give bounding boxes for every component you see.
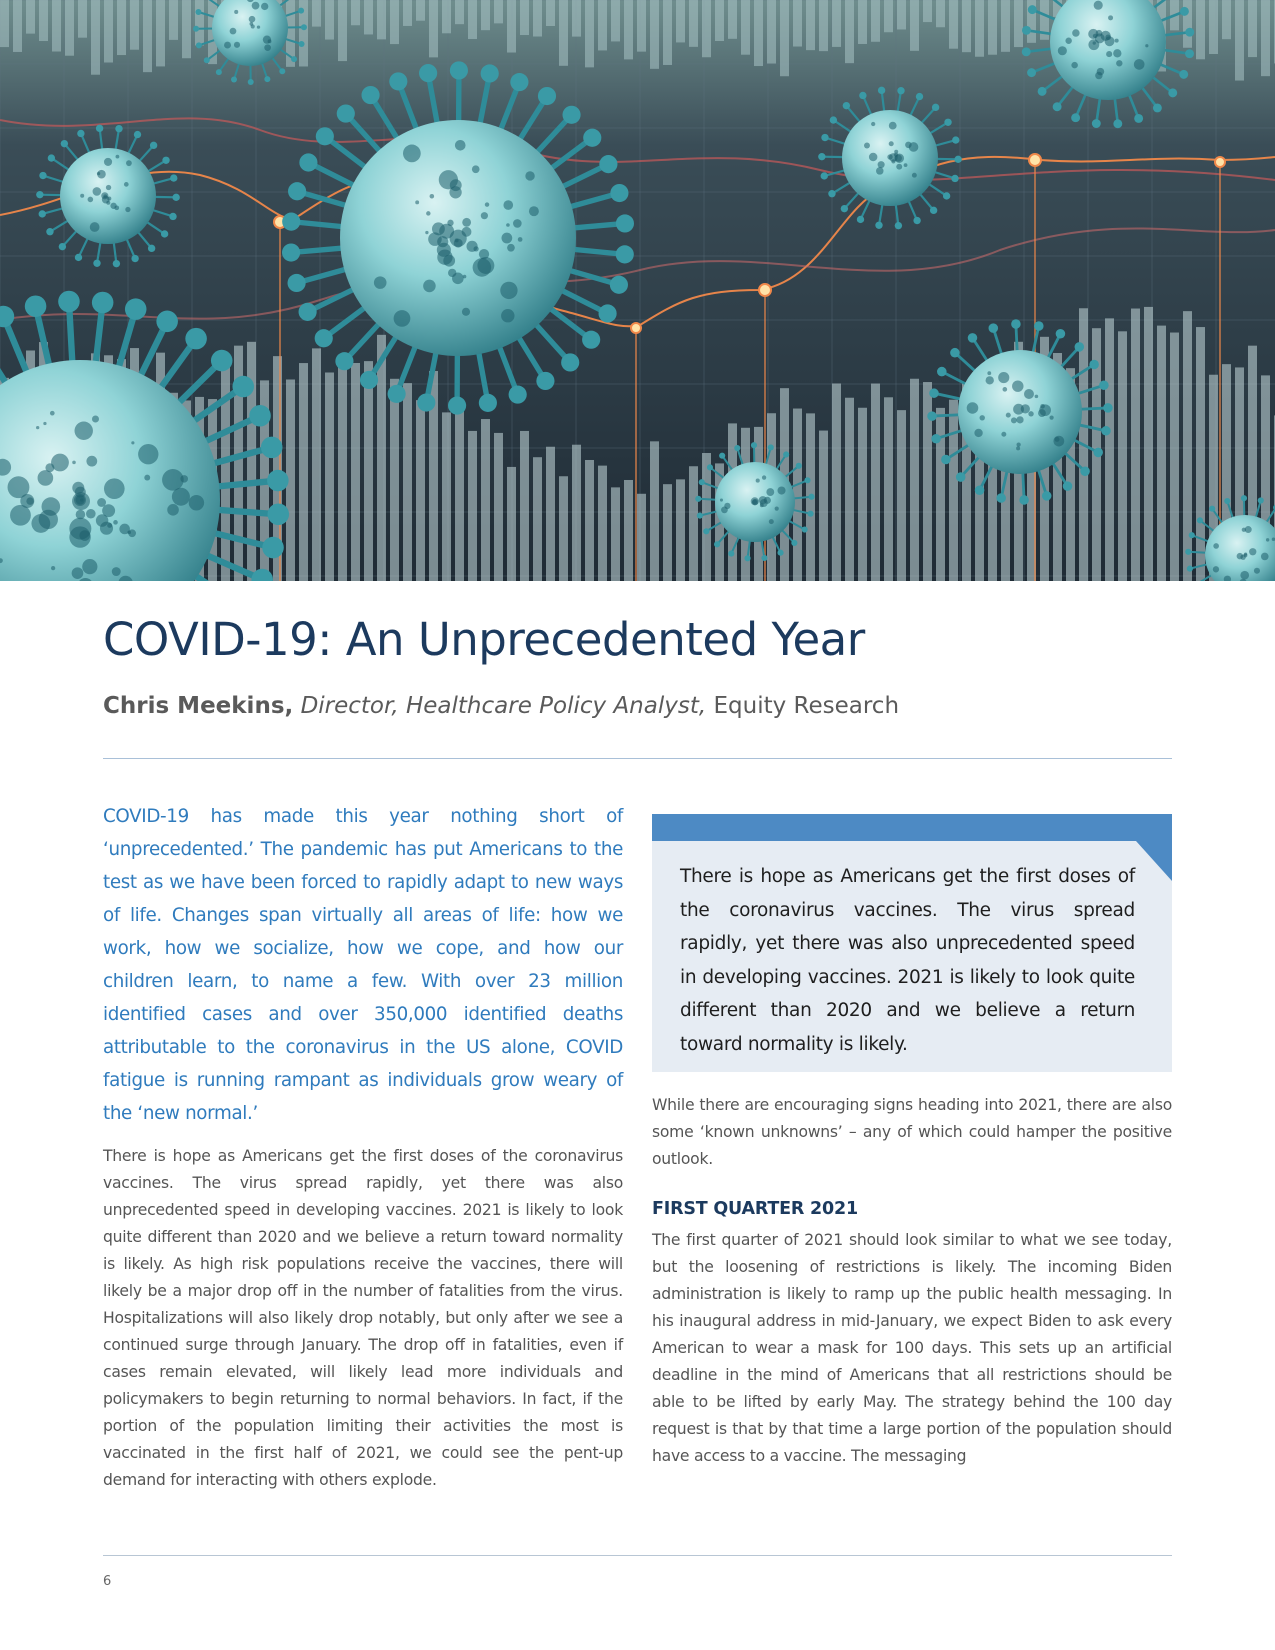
pull-quote-text: There is hope as Americans get the first doses of the coronavirus vaccines. The virus spread rapidly, yet there was also unprecedented speed in developing vaccines. 2021 is likely to look quite different than 2020 and we believe a return toward normality is likely. (680, 866, 1135, 1055)
pull-quote-corner (1136, 841, 1172, 881)
body-paragraph: While there are encouraging signs heading into 2021, there are also some ‘known unknowns’ – any of which could hamper the positive outlook. (652, 1096, 1172, 1168)
page-number: 6 (103, 1574, 112, 1589)
left-column (103, 800, 623, 1494)
coronavirus-chart-illustration (0, 0, 1275, 581)
pull-quote-accent-bar (652, 814, 1172, 841)
footer-divider (103, 1555, 1172, 1556)
right-column (652, 1092, 1172, 1470)
author-byline (103, 690, 899, 722)
author-role: Director, Healthcare Policy Analyst, (300, 693, 707, 719)
author-name: Chris Meekins, (103, 693, 294, 719)
hero-image (0, 0, 1275, 581)
header-divider (103, 758, 1172, 759)
lead-paragraph: COVID-19 has made this year nothing short of ‘unprecedented.’ The pandemic has put Americans to the test as we have been forced to rapidly adapt to new ways of life. Changes span virtually all areas of life: how we work, how we socialize, how we cope, and how our children learn, to name a few. With over 23 million identified cases and over 350,000 identified deaths attributable to the coronavirus in the US alone, COVID fatigue is running rampant as individuals grow weary of the ‘new normal.’ (103, 806, 623, 1124)
author-department: Equity Research (713, 693, 900, 719)
body-paragraph: The first quarter of 2021 should look similar to what we see today, but the loosening of restrictions is likely. The incoming Biden administration is likely to ramp up the public health messaging. In his inaugural address in mid-January, we expect Biden to ask every American to wear a mask for 100 days. This sets up an artificial deadline in the mind of Americans that all restrictions should be able to be lifted by early May. The strategy behind the 100 day request is that by that time a large portion of the population should have access to a vaccine. The messaging (652, 1231, 1172, 1465)
body-paragraph: There is hope as Americans get the first doses of the coronavirus vaccines. The virus spread rapidly, yet there was also unprecedented speed in developing vaccines. 2021 is likely to look quite different than 2020 and we believe a return toward normality is likely. As high risk populations receive the vaccines, there will likely be a major drop off in the number of fatalities from the virus. Hospitalizations will also likely drop notably, but only after we see a continued surge through January. The drop off in fatalities, even if cases remain elevated, will likely lead more individuals and policymakers to begin returning to normal behaviors. In fact, if the portion of the population limiting their activities the most is vaccinated in the first half of 2021, we could see the pent-up demand for interacting with others explode. (103, 1147, 623, 1489)
article-title: COVID-19: An Unprecedented Year (103, 613, 865, 666)
pull-quote-box (652, 814, 1172, 1072)
section-heading: FIRST QUARTER 2021 (652, 1199, 858, 1219)
